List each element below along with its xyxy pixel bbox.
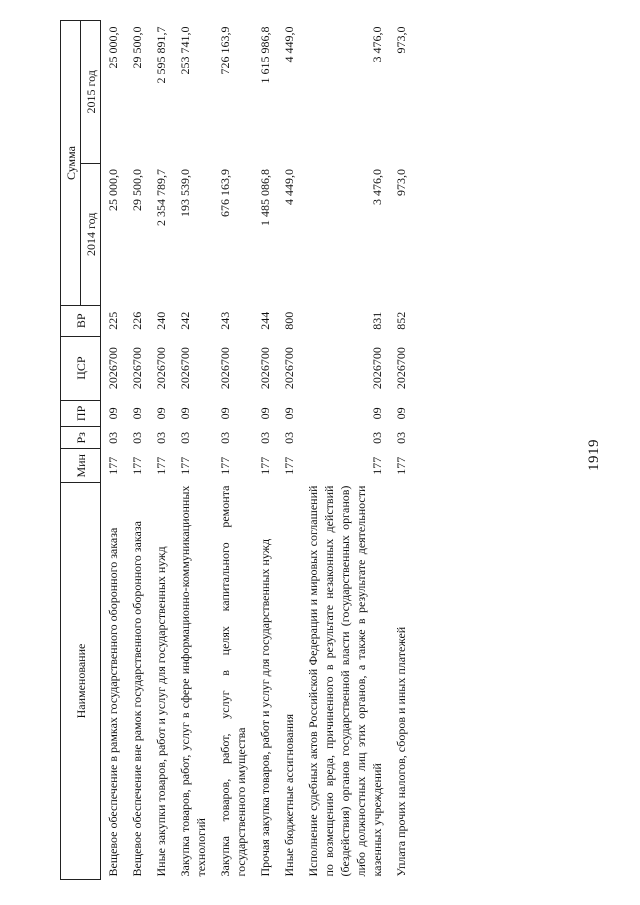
cell-sum-2014: 193 539,0 bbox=[178, 169, 192, 218]
cell-sum-2014: 676 163,9 bbox=[218, 169, 232, 218]
cell-name: Исполнение судебных актов Российской Федерации и мировых соглашений по возмещению вреда, причиненного в результате незаконных действий (бездействия) органов государственной власти (государственных органов) либо должностных лиц этих органов, а также в результате деятельности казенных учреждений bbox=[306, 485, 384, 877]
cell-csr: 2026700 bbox=[218, 347, 232, 390]
cell-csr: 2026700 bbox=[178, 347, 192, 390]
header-2015: 2015 год bbox=[81, 21, 101, 164]
cell-min: 177 bbox=[282, 456, 296, 475]
cell-rz: 03 bbox=[370, 431, 384, 444]
cell-pr: 09 bbox=[178, 407, 192, 420]
cell-min: 177 bbox=[106, 456, 120, 475]
cell-name: Иные закупки товаров, работ и услуг для государственных нужд bbox=[154, 546, 168, 877]
table-row bbox=[213, 21, 253, 880]
header-rz: Рз bbox=[61, 427, 101, 449]
cell-csr: 2026700 bbox=[154, 347, 168, 390]
table-row bbox=[173, 21, 213, 880]
cell-rz: 03 bbox=[282, 431, 296, 444]
budget-table bbox=[60, 20, 413, 880]
cell-sum-2014: 3 476,0 bbox=[370, 169, 384, 206]
cell-sum-2015: 1 615 986,8 bbox=[258, 26, 272, 84]
cell-name: Уплата прочих налогов, сборов и иных платежей bbox=[394, 626, 408, 877]
header-sum: Сумма bbox=[61, 21, 81, 306]
cell-sum-2015: 726 163,9 bbox=[218, 26, 232, 75]
cell-sum-2015: 29 500,0 bbox=[130, 26, 144, 69]
table-row bbox=[389, 21, 413, 880]
header-csr: ЦСР bbox=[61, 336, 101, 400]
table-row bbox=[277, 21, 301, 880]
cell-name: Вещевое обеспечение в рамках государственного оборонного заказа bbox=[106, 527, 120, 877]
cell-csr: 2026700 bbox=[106, 347, 120, 390]
cell-pr: 09 bbox=[106, 407, 120, 420]
cell-pr: 09 bbox=[258, 407, 272, 420]
cell-vr: 240 bbox=[154, 311, 168, 330]
page-number: 1919 bbox=[586, 439, 602, 471]
cell-sum-2014: 29 500,0 bbox=[130, 169, 144, 212]
cell-sum-2015: 25 000,0 bbox=[106, 26, 120, 69]
cell-csr: 2026700 bbox=[130, 347, 144, 390]
table-row bbox=[253, 21, 277, 880]
header-vr: ВР bbox=[61, 306, 101, 337]
cell-rz: 03 bbox=[130, 431, 144, 444]
cell-csr: 2026700 bbox=[394, 347, 408, 390]
cell-min: 177 bbox=[178, 456, 192, 475]
cell-rz: 03 bbox=[394, 431, 408, 444]
cell-rz: 03 bbox=[106, 431, 120, 444]
cell-pr: 09 bbox=[218, 407, 232, 420]
cell-min: 177 bbox=[258, 456, 272, 475]
cell-name: Закупка товаров, работ, услуг в сфере информационно-коммуникационных технологий bbox=[178, 485, 208, 877]
cell-rz: 03 bbox=[218, 431, 232, 444]
cell-pr: 09 bbox=[130, 407, 144, 420]
cell-vr: 244 bbox=[258, 311, 272, 330]
cell-csr: 2026700 bbox=[282, 347, 296, 390]
cell-sum-2015: 2 595 891,7 bbox=[154, 26, 168, 84]
cell-sum-2014: 1 485 086,8 bbox=[258, 169, 272, 227]
cell-name: Вещевое обеспечение вне рамок государственного оборонного заказа bbox=[130, 521, 144, 877]
header-pr: ПР bbox=[61, 400, 101, 426]
table-row bbox=[125, 21, 149, 880]
cell-min: 177 bbox=[370, 456, 384, 475]
cell-rz: 03 bbox=[178, 431, 192, 444]
cell-vr: 800 bbox=[282, 311, 296, 330]
cell-vr: 243 bbox=[218, 311, 232, 330]
cell-csr: 2026700 bbox=[258, 347, 272, 390]
cell-name: Иные бюджетные ассигнования bbox=[282, 714, 296, 877]
cell-name: Закупка товаров, работ, услуг в целях капитального ремонта государственного имущества bbox=[218, 485, 248, 877]
cell-pr: 09 bbox=[370, 407, 384, 420]
cell-sum-2014: 25 000,0 bbox=[106, 169, 120, 212]
cell-sum-2015: 3 476,0 bbox=[370, 26, 384, 63]
cell-rz: 03 bbox=[154, 431, 168, 444]
table-row bbox=[301, 21, 389, 880]
cell-vr: 226 bbox=[130, 311, 144, 330]
cell-pr: 09 bbox=[154, 407, 168, 420]
cell-min: 177 bbox=[130, 456, 144, 475]
cell-csr: 2026700 bbox=[370, 347, 384, 390]
cell-pr: 09 bbox=[282, 407, 296, 420]
header-min: Мин bbox=[61, 449, 101, 483]
cell-min: 177 bbox=[394, 456, 408, 475]
table-row bbox=[149, 21, 173, 880]
cell-sum-2014: 973,0 bbox=[394, 169, 408, 197]
cell-pr: 09 bbox=[394, 407, 408, 420]
cell-vr: 242 bbox=[178, 311, 192, 330]
cell-sum-2014: 2 354 789,7 bbox=[154, 169, 168, 227]
header-2014: 2014 год bbox=[81, 163, 101, 305]
table-body bbox=[101, 21, 414, 880]
cell-min: 177 bbox=[218, 456, 232, 475]
cell-vr: 225 bbox=[106, 311, 120, 330]
table-header bbox=[61, 21, 101, 880]
cell-name: Прочая закупка товаров, работ и услуг для государственных нужд bbox=[258, 538, 272, 877]
table-row bbox=[101, 21, 126, 880]
cell-sum-2015: 253 741,0 bbox=[178, 26, 192, 75]
cell-min: 177 bbox=[154, 456, 168, 475]
header-name: Наименование bbox=[61, 483, 101, 880]
cell-sum-2015: 973,0 bbox=[394, 26, 408, 54]
cell-sum-2015: 4 449,0 bbox=[282, 26, 296, 63]
cell-vr: 852 bbox=[394, 311, 408, 330]
cell-rz: 03 bbox=[258, 431, 272, 444]
cell-sum-2014: 4 449,0 bbox=[282, 169, 296, 206]
cell-vr: 831 bbox=[370, 311, 384, 330]
